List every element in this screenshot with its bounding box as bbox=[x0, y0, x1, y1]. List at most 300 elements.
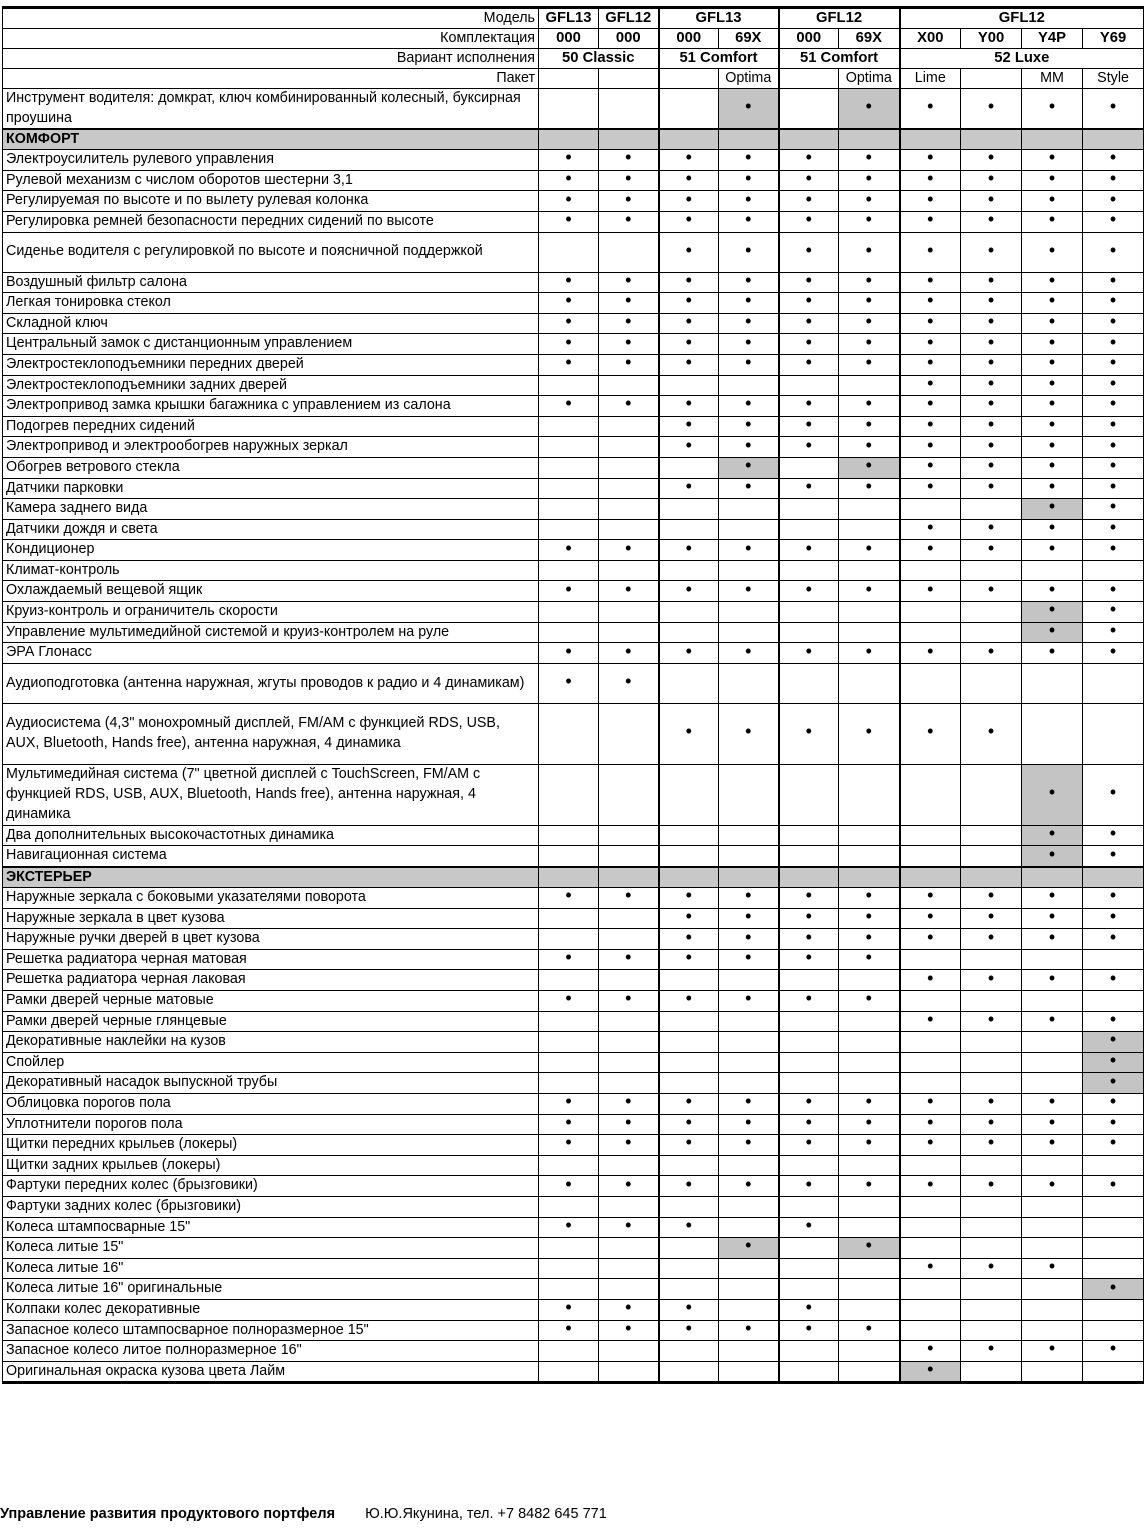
bullet-cell bbox=[719, 643, 779, 664]
bullet-icon: • bbox=[625, 949, 632, 968]
feature-name: Мультимедийная система (7" цветной дисплей с TouchScreen, FM/AM с функцией RDS, USB, AUX, Bluetooth, Hands free), антенна наружная, 4 динамика bbox=[3, 764, 539, 825]
bullet-cell bbox=[779, 478, 839, 499]
empty-cell bbox=[599, 1032, 659, 1053]
empty-cell bbox=[1022, 1073, 1083, 1094]
bullet-cell bbox=[539, 170, 599, 191]
empty-cell bbox=[719, 1032, 779, 1053]
bullet-cell bbox=[1083, 970, 1144, 991]
empty-cell bbox=[659, 1341, 719, 1362]
bullet-icon: • bbox=[565, 395, 572, 414]
section-row bbox=[3, 867, 1144, 888]
bullet-icon: • bbox=[1109, 1031, 1117, 1050]
bullet-cell bbox=[539, 1135, 599, 1156]
bullet-cell bbox=[779, 272, 839, 293]
package-cell bbox=[539, 69, 599, 89]
bullet-cell bbox=[1022, 643, 1083, 664]
empty-cell bbox=[1083, 560, 1144, 581]
empty-cell bbox=[1022, 1052, 1083, 1073]
header-row-model bbox=[3, 8, 1144, 29]
feature-row bbox=[3, 1238, 1144, 1259]
bullet-icon: • bbox=[1048, 190, 1056, 209]
bullet-cell bbox=[1083, 1093, 1144, 1114]
empty-cell bbox=[539, 416, 599, 437]
bullet-cell bbox=[719, 437, 779, 458]
trim-cell: 000 bbox=[659, 29, 719, 49]
empty-cell bbox=[779, 1052, 839, 1073]
empty-cell bbox=[719, 764, 779, 825]
empty-cell bbox=[539, 703, 599, 764]
feature-row bbox=[3, 150, 1144, 171]
bullet-cell bbox=[900, 540, 961, 561]
section-fill-cell bbox=[779, 129, 839, 150]
bullet-cell bbox=[599, 272, 659, 293]
bullet-cell bbox=[961, 272, 1022, 293]
empty-cell bbox=[839, 1073, 900, 1094]
bullet-icon: • bbox=[1048, 416, 1056, 435]
bullet-icon: • bbox=[865, 1320, 872, 1338]
bullet-cell bbox=[1022, 1011, 1083, 1032]
empty-cell bbox=[599, 457, 659, 478]
bullet-cell bbox=[839, 457, 900, 478]
bullet-icon: • bbox=[745, 239, 752, 260]
bullet-cell bbox=[779, 643, 839, 664]
bullet-icon: • bbox=[1109, 642, 1117, 661]
empty-cell bbox=[779, 499, 839, 520]
bullet-icon: • bbox=[1048, 239, 1056, 260]
feature-name: Спойлер bbox=[3, 1052, 539, 1073]
empty-cell bbox=[659, 602, 719, 623]
section-fill-cell bbox=[839, 867, 900, 888]
bullet-cell bbox=[961, 1258, 1022, 1279]
feature-name: Камера заднего вида bbox=[3, 499, 539, 520]
bullet-cell bbox=[1022, 888, 1083, 909]
empty-cell bbox=[900, 1155, 961, 1176]
empty-cell bbox=[599, 703, 659, 764]
bullet-icon: • bbox=[927, 1011, 934, 1029]
feature-row bbox=[3, 211, 1144, 232]
bullet-cell bbox=[1022, 416, 1083, 437]
bullet-cell bbox=[599, 1217, 659, 1238]
bullet-icon: • bbox=[927, 170, 934, 189]
feature-name: Решетка радиатора черная матовая bbox=[3, 949, 539, 970]
empty-cell bbox=[1083, 1155, 1144, 1176]
empty-cell bbox=[539, 1258, 599, 1279]
bullet-cell bbox=[900, 478, 961, 499]
bullet-cell bbox=[659, 888, 719, 909]
bullet-cell bbox=[539, 354, 599, 375]
bullet-cell bbox=[1083, 170, 1144, 191]
bullet-icon: • bbox=[565, 580, 572, 599]
bullet-cell bbox=[1022, 499, 1083, 520]
empty-cell bbox=[1022, 1299, 1083, 1320]
empty-cell bbox=[961, 949, 1022, 970]
bullet-icon: • bbox=[805, 239, 812, 260]
bullet-cell bbox=[539, 1299, 599, 1320]
bullet-icon: • bbox=[1048, 1258, 1056, 1277]
trim-cell: 000 bbox=[779, 29, 839, 49]
model-cell: GFL12 bbox=[779, 8, 900, 29]
empty-cell bbox=[659, 1361, 719, 1383]
bullet-icon: • bbox=[865, 1237, 872, 1256]
empty-cell bbox=[839, 375, 900, 396]
feature-name: Решетка радиатора черная лаковая bbox=[3, 970, 539, 991]
bullet-cell bbox=[719, 888, 779, 909]
bullet-cell bbox=[1022, 764, 1083, 825]
bullet-cell bbox=[659, 949, 719, 970]
empty-cell bbox=[839, 560, 900, 581]
model-cell: GFL12 bbox=[599, 8, 659, 29]
bullet-cell bbox=[1083, 1073, 1144, 1094]
feature-row bbox=[3, 703, 1144, 764]
bullet-cell bbox=[599, 313, 659, 334]
header-row-trim bbox=[3, 29, 1144, 49]
bullet-cell bbox=[839, 478, 900, 499]
bullet-icon: • bbox=[745, 887, 752, 906]
bullet-icon: • bbox=[987, 375, 995, 393]
bullet-cell bbox=[900, 293, 961, 314]
feature-name: Оригинальная окраска кузова цвета Лайм bbox=[3, 1361, 539, 1383]
bullet-icon: • bbox=[1048, 601, 1056, 620]
model-cell: GFL13 bbox=[659, 8, 779, 29]
bullet-cell bbox=[1022, 1176, 1083, 1197]
bullet-cell bbox=[599, 581, 659, 602]
empty-cell bbox=[719, 1299, 779, 1320]
bullet-cell bbox=[779, 929, 839, 950]
section-fill-cell bbox=[1083, 867, 1144, 888]
empty-cell bbox=[539, 970, 599, 991]
bullet-icon: • bbox=[565, 949, 572, 968]
empty-cell bbox=[779, 1032, 839, 1053]
bullet-icon: • bbox=[745, 313, 752, 332]
bullet-cell bbox=[599, 396, 659, 417]
trim-cell: Y4P bbox=[1022, 29, 1083, 49]
bullet-icon: • bbox=[685, 292, 692, 311]
feature-row bbox=[3, 313, 1144, 334]
bullet-icon: • bbox=[865, 436, 872, 455]
bullet-cell bbox=[719, 703, 779, 764]
empty-cell bbox=[539, 375, 599, 396]
empty-cell bbox=[659, 499, 719, 520]
bullet-icon: • bbox=[805, 1114, 812, 1132]
bullet-cell bbox=[779, 416, 839, 437]
empty-cell bbox=[839, 499, 900, 520]
trim-cell: 000 bbox=[599, 29, 659, 49]
bullet-cell bbox=[659, 191, 719, 212]
empty-cell bbox=[599, 1341, 659, 1362]
bullet-icon: • bbox=[987, 1175, 995, 1194]
bullet-icon: • bbox=[1109, 354, 1117, 373]
bullet-cell bbox=[779, 1093, 839, 1114]
empty-cell bbox=[1022, 1320, 1083, 1341]
bullet-icon: • bbox=[625, 190, 632, 209]
empty-cell bbox=[659, 1032, 719, 1053]
section-fill-cell bbox=[719, 867, 779, 888]
bullet-cell bbox=[719, 334, 779, 355]
empty-cell bbox=[539, 908, 599, 929]
bullet-icon: • bbox=[1048, 1175, 1056, 1194]
bullet-cell bbox=[961, 478, 1022, 499]
empty-cell bbox=[539, 232, 599, 272]
empty-cell bbox=[719, 1073, 779, 1094]
bullet-cell bbox=[1022, 1114, 1083, 1135]
bullet-cell bbox=[719, 908, 779, 929]
feature-name: Подогрев передних сидений bbox=[3, 416, 539, 437]
bullet-cell bbox=[599, 334, 659, 355]
package-cell bbox=[659, 69, 719, 89]
bullet-icon: • bbox=[927, 478, 934, 496]
empty-cell bbox=[900, 602, 961, 623]
feature-name: Сиденье водителя с регулировкой по высоте и поясничной поддержкой bbox=[3, 232, 539, 272]
empty-cell bbox=[839, 1155, 900, 1176]
bullet-icon: • bbox=[745, 211, 752, 230]
bullet-cell bbox=[961, 1093, 1022, 1114]
bullet-icon: • bbox=[805, 539, 812, 558]
bullet-cell bbox=[659, 354, 719, 375]
feature-name: Щитки передних крыльев (локеры) bbox=[3, 1135, 539, 1156]
bullet-icon: • bbox=[1048, 313, 1056, 332]
model-label: Модель bbox=[3, 8, 539, 29]
bullet-icon: • bbox=[927, 190, 934, 209]
feature-name: Инструмент водителя: домкрат, ключ комбинированный колесный, буксирная проушина bbox=[3, 89, 539, 130]
bullet-cell bbox=[719, 416, 779, 437]
empty-cell bbox=[839, 764, 900, 825]
bullet-icon: • bbox=[1109, 825, 1117, 844]
bullet-icon: • bbox=[865, 149, 872, 168]
bullet-icon: • bbox=[805, 1175, 812, 1194]
bullet-icon: • bbox=[805, 721, 812, 742]
bullet-icon: • bbox=[1109, 928, 1117, 947]
bullet-icon: • bbox=[1109, 1134, 1117, 1153]
bullet-cell bbox=[539, 888, 599, 909]
feature-row bbox=[3, 991, 1144, 1012]
bullet-icon: • bbox=[1109, 436, 1117, 455]
bullet-icon: • bbox=[987, 333, 995, 352]
bullet-icon: • bbox=[745, 1134, 752, 1153]
trim-cell: Y00 bbox=[961, 29, 1022, 49]
feature-row bbox=[3, 1299, 1144, 1320]
bullet-icon: • bbox=[805, 1320, 812, 1338]
bullet-cell bbox=[539, 313, 599, 334]
feature-name: Навигационная система bbox=[3, 846, 539, 867]
empty-cell bbox=[659, 519, 719, 540]
bullet-cell bbox=[659, 703, 719, 764]
package-cell: MM bbox=[1022, 69, 1083, 89]
bullet-cell bbox=[1083, 416, 1144, 437]
bullet-icon: • bbox=[1109, 539, 1117, 558]
bullet-cell bbox=[839, 991, 900, 1012]
bullet-cell bbox=[539, 540, 599, 561]
bullet-icon: • bbox=[927, 1093, 934, 1112]
bullet-icon: • bbox=[865, 416, 872, 435]
bullet-icon: • bbox=[565, 211, 572, 230]
bullet-cell bbox=[1083, 354, 1144, 375]
bullet-icon: • bbox=[565, 272, 572, 290]
empty-cell bbox=[779, 1238, 839, 1259]
empty-cell bbox=[659, 663, 719, 703]
variant-cell: 50 Classic bbox=[539, 49, 659, 69]
equipment-table-container bbox=[2, 6, 1143, 1384]
empty-cell bbox=[839, 663, 900, 703]
feature-name: Круиз-контроль и ограничитель скорости bbox=[3, 602, 539, 623]
empty-cell bbox=[839, 825, 900, 846]
empty-cell bbox=[900, 825, 961, 846]
feature-row bbox=[3, 375, 1144, 396]
empty-cell bbox=[659, 825, 719, 846]
bullet-icon: • bbox=[1048, 272, 1056, 290]
section-fill-cell bbox=[719, 129, 779, 150]
bullet-icon: • bbox=[927, 1258, 934, 1277]
header-row-package bbox=[3, 69, 1144, 89]
bullet-icon: • bbox=[1048, 1114, 1056, 1132]
bullet-cell bbox=[900, 581, 961, 602]
bullet-cell bbox=[539, 663, 599, 703]
bullet-cell bbox=[1022, 970, 1083, 991]
bullet-cell bbox=[779, 437, 839, 458]
bullet-cell bbox=[1083, 908, 1144, 929]
bullet-icon: • bbox=[987, 272, 995, 290]
bullet-icon: • bbox=[1048, 825, 1056, 844]
bullet-icon: • bbox=[745, 354, 752, 373]
bullet-cell bbox=[1022, 396, 1083, 417]
bullet-cell bbox=[900, 170, 961, 191]
feature-row bbox=[3, 970, 1144, 991]
bullet-cell bbox=[719, 1176, 779, 1197]
bullet-icon: • bbox=[1109, 478, 1117, 496]
bullet-icon: • bbox=[987, 519, 995, 537]
bullet-icon: • bbox=[1109, 416, 1117, 435]
bullet-icon: • bbox=[927, 519, 934, 537]
feature-row bbox=[3, 519, 1144, 540]
bullet-icon: • bbox=[1048, 436, 1056, 455]
empty-cell bbox=[539, 622, 599, 643]
feature-row bbox=[3, 560, 1144, 581]
bullet-cell bbox=[1083, 191, 1144, 212]
bullet-icon: • bbox=[1109, 96, 1117, 117]
bullet-icon: • bbox=[987, 721, 995, 742]
bullet-icon: • bbox=[1109, 845, 1117, 864]
bullet-icon: • bbox=[927, 395, 934, 414]
bullet-cell bbox=[961, 1341, 1022, 1362]
bullet-icon: • bbox=[1048, 887, 1056, 906]
bullet-cell bbox=[839, 1320, 900, 1341]
bullet-icon: • bbox=[565, 354, 572, 373]
bullet-icon: • bbox=[625, 1175, 632, 1194]
feature-row bbox=[3, 888, 1144, 909]
bullet-cell bbox=[961, 396, 1022, 417]
bullet-cell bbox=[839, 643, 900, 664]
bullet-icon: • bbox=[745, 990, 752, 1009]
empty-cell bbox=[539, 1032, 599, 1053]
bullet-icon: • bbox=[1048, 96, 1056, 117]
empty-cell bbox=[900, 560, 961, 581]
bullet-cell bbox=[961, 232, 1022, 272]
bullet-cell bbox=[961, 375, 1022, 396]
bullet-cell bbox=[659, 643, 719, 664]
bullet-cell bbox=[900, 334, 961, 355]
bullet-icon: • bbox=[625, 211, 632, 230]
bullet-icon: • bbox=[1048, 457, 1056, 476]
bullet-cell bbox=[659, 1217, 719, 1238]
empty-cell bbox=[779, 1258, 839, 1279]
bullet-icon: • bbox=[865, 457, 872, 476]
empty-cell bbox=[719, 375, 779, 396]
section-fill-cell bbox=[900, 867, 961, 888]
bullet-cell bbox=[779, 1320, 839, 1341]
empty-cell bbox=[900, 764, 961, 825]
bullet-icon: • bbox=[1109, 1052, 1117, 1071]
bullet-cell bbox=[719, 396, 779, 417]
empty-cell bbox=[779, 602, 839, 623]
empty-cell bbox=[539, 1341, 599, 1362]
variant-label: Вариант исполнения bbox=[3, 49, 539, 69]
bullet-icon: • bbox=[927, 333, 934, 352]
bullet-icon: • bbox=[1109, 908, 1117, 926]
bullet-cell bbox=[719, 1135, 779, 1156]
section-title: ЭКСТЕРЬЕР bbox=[3, 867, 539, 888]
bullet-icon: • bbox=[987, 190, 995, 209]
bullet-cell bbox=[719, 1093, 779, 1114]
bullet-icon: • bbox=[1109, 239, 1117, 260]
package-cell bbox=[779, 69, 839, 89]
empty-cell bbox=[779, 622, 839, 643]
bullet-cell bbox=[961, 888, 1022, 909]
bullet-cell bbox=[961, 150, 1022, 171]
empty-cell bbox=[1022, 1279, 1083, 1300]
empty-cell bbox=[539, 1279, 599, 1300]
bullet-cell bbox=[900, 1011, 961, 1032]
bullet-icon: • bbox=[865, 313, 872, 332]
feature-row bbox=[3, 622, 1144, 643]
feature-name: Колпаки колес декоративные bbox=[3, 1299, 539, 1320]
bullet-icon: • bbox=[565, 539, 572, 558]
bullet-icon: • bbox=[745, 721, 752, 742]
section-fill-cell bbox=[659, 867, 719, 888]
bullet-cell bbox=[599, 211, 659, 232]
bullet-icon: • bbox=[1109, 1114, 1117, 1132]
bullet-icon: • bbox=[805, 211, 812, 230]
bullet-cell bbox=[900, 519, 961, 540]
bullet-icon: • bbox=[987, 908, 995, 926]
bullet-cell bbox=[839, 396, 900, 417]
bullet-icon: • bbox=[625, 1320, 632, 1338]
bullet-cell bbox=[839, 929, 900, 950]
bullet-cell bbox=[779, 211, 839, 232]
section-fill-cell bbox=[539, 129, 599, 150]
bullet-cell bbox=[539, 191, 599, 212]
bullet-cell bbox=[839, 1176, 900, 1197]
bullet-icon: • bbox=[685, 908, 692, 926]
bullet-cell bbox=[779, 991, 839, 1012]
bullet-cell bbox=[659, 1176, 719, 1197]
bullet-cell bbox=[839, 888, 900, 909]
bullet-cell bbox=[599, 949, 659, 970]
bullet-icon: • bbox=[745, 949, 752, 968]
empty-cell bbox=[539, 825, 599, 846]
bullet-icon: • bbox=[565, 670, 572, 691]
bullet-icon: • bbox=[927, 375, 934, 393]
bullet-cell bbox=[961, 191, 1022, 212]
empty-cell bbox=[539, 1073, 599, 1094]
bullet-cell bbox=[1083, 602, 1144, 623]
bullet-cell bbox=[659, 478, 719, 499]
bullet-icon: • bbox=[1048, 642, 1056, 661]
bullet-icon: • bbox=[565, 990, 572, 1009]
bullet-icon: • bbox=[625, 292, 632, 311]
bullet-icon: • bbox=[1048, 622, 1056, 640]
bullet-icon: • bbox=[1109, 580, 1117, 599]
package-cell: Optima bbox=[719, 69, 779, 89]
bullet-icon: • bbox=[987, 1114, 995, 1132]
